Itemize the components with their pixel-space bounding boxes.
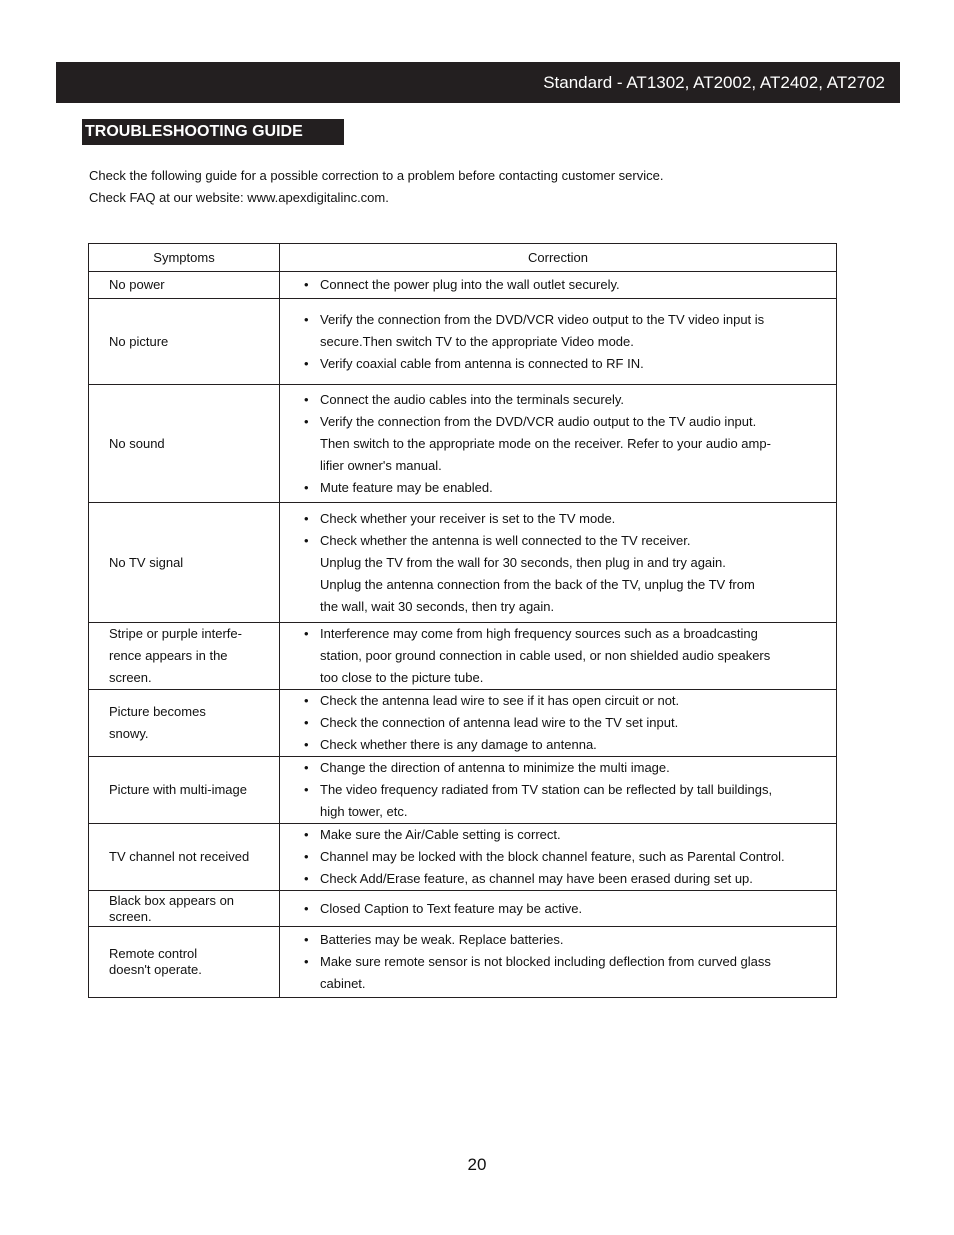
header-bar <box>56 62 900 103</box>
correction-item: high tower, etc. <box>320 804 408 819</box>
correction-item: • Verify the connection from the DVD/VCR video output to the TV video input is <box>320 309 832 331</box>
correction-list <box>320 690 832 756</box>
correction-cell <box>280 757 837 824</box>
correction-item: • Check whether there is any damage to antenna. <box>320 734 832 756</box>
correction-list <box>320 389 832 499</box>
symptom-cell <box>89 757 280 824</box>
symptom-text: Picture with multi-image <box>109 782 247 797</box>
symptom-text: Stripe or purple interfe- <box>109 626 242 641</box>
symptom-text: snowy. <box>109 726 149 741</box>
correction-item: • Verify coaxial cable from antenna is connected to RF IN. <box>320 353 832 375</box>
symptom-text: screen. <box>109 908 152 924</box>
symptom-text: Picture becomes <box>109 704 206 719</box>
correction-cell <box>280 299 837 385</box>
correction-cell <box>280 385 837 503</box>
correction-item: • Verify the connection from the DVD/VCR audio output to the TV audio input. <box>320 411 832 433</box>
correction-item: the wall, wait 30 seconds, then try again. <box>320 598 555 614</box>
correction-cell <box>280 503 837 623</box>
intro-line: Check FAQ at our website: www.apexdigitalinc.com. <box>89 190 389 205</box>
symptom-text: Black box appears on <box>109 892 235 908</box>
correction-item: • Make sure the Air/Cable setting is correct. <box>320 824 832 846</box>
correction-list <box>320 309 832 375</box>
correction-item: secure.Then switch TV to the appropriate Video mode. <box>320 333 634 349</box>
symptom-text: No TV signal <box>109 554 184 570</box>
symptom-cell <box>89 503 280 623</box>
correction-item: • Check the connection of antenna lead wire to the TV set input. <box>320 712 832 734</box>
correction-item: station, poor ground connection in cable used, or non shielded audio speakers <box>320 648 771 663</box>
correction-item: cabinet. <box>320 976 366 991</box>
table-header-row <box>89 244 837 272</box>
symptom-text: No sound <box>109 435 165 451</box>
table-row <box>89 385 837 503</box>
table-row <box>89 927 837 998</box>
symptoms-header: Symptoms <box>89 244 280 272</box>
correction-item: • Make sure remote sensor is not blocked including deflection from curved glass <box>320 951 832 973</box>
correction-list <box>320 824 832 890</box>
symptom-cell <box>89 623 280 690</box>
correction-item: • Change the direction of antenna to minimize the multi image. <box>320 757 832 779</box>
correction-item: • Check whether your receiver is set to the TV mode. <box>320 508 832 530</box>
correction-item: • Batteries may be weak. Replace batteries. <box>320 929 832 951</box>
correction-list <box>320 508 832 618</box>
correction-item: • Check whether the antenna is well connected to the TV receiver. <box>320 530 832 552</box>
symptom-text: No picture <box>109 333 169 349</box>
correction-list <box>320 929 832 995</box>
symptom-text: Remote control <box>109 946 198 961</box>
symptom-cell <box>89 690 280 757</box>
correction-cell <box>280 623 837 690</box>
symptom-text: No power <box>109 277 165 292</box>
troubleshooting-table <box>88 243 837 998</box>
correction-list <box>320 623 832 689</box>
symptom-cell <box>89 824 280 891</box>
header-title: Standard - AT1302, AT2002, AT2402, AT2702 <box>543 73 885 92</box>
correction-item: • Connect the power plug into the wall outlet securely. <box>320 274 832 296</box>
correction-item: • Check Add/Erase feature, as channel may have been erased during set up. <box>320 868 832 890</box>
correction-item: Unplug the TV from the wall for 30 seconds, then plug in and try again. <box>320 554 726 570</box>
correction-item: • Channel may be locked with the block channel feature, such as Parental Control. <box>320 846 832 868</box>
symptom-cell <box>89 299 280 385</box>
symptom-text: TV channel not received <box>109 849 250 864</box>
correction-list <box>320 757 832 823</box>
correction-item: • Closed Caption to Text feature may be active. <box>320 898 832 920</box>
correction-item: • Mute feature may be enabled. <box>320 477 832 499</box>
symptom-cell <box>89 385 280 503</box>
table-row <box>89 824 837 891</box>
table-body <box>89 272 837 998</box>
correction-item: • The video frequency radiated from TV station can be reflected by tall buildings, <box>320 779 832 801</box>
table-row <box>89 891 837 927</box>
correction-cell <box>280 891 837 927</box>
intro-line: Check the following guide for a possible correction to a problem before contacting customer service. <box>89 168 664 183</box>
symptom-cell <box>89 272 280 299</box>
correction-header: Correction <box>280 244 837 272</box>
correction-item: • Connect the audio cables into the terminals securely. <box>320 389 832 411</box>
table-row <box>89 757 837 824</box>
correction-item: too close to the picture tube. <box>320 670 484 685</box>
correction-item: Then switch to the appropriate mode on the receiver. Refer to your audio amp- <box>320 435 771 451</box>
correction-cell <box>280 690 837 757</box>
correction-item: Unplug the antenna connection from the back of the TV, unplug the TV from <box>320 576 755 592</box>
symptom-text: doesn't operate. <box>109 962 202 977</box>
table-row <box>89 272 837 299</box>
section-title: TROUBLESHOOTING GUIDE <box>82 119 344 145</box>
correction-cell <box>280 927 837 998</box>
correction-list <box>320 274 832 296</box>
correction-item: lifier owner's manual. <box>320 457 442 473</box>
correction-item: • Interference may come from high frequency sources such as a broadcasting <box>320 623 832 645</box>
correction-cell <box>280 824 837 891</box>
symptom-text: rence appears in the <box>109 648 228 663</box>
intro-text <box>89 165 663 209</box>
table-row <box>89 623 837 690</box>
correction-cell <box>280 272 837 299</box>
table-row <box>89 299 837 385</box>
symptom-cell <box>89 927 280 998</box>
table-row <box>89 690 837 757</box>
correction-item: • Check the antenna lead wire to see if it has open circuit or not. <box>320 690 832 712</box>
correction-list <box>320 898 832 920</box>
symptom-text: screen. <box>109 670 152 685</box>
page-number: 20 <box>467 1155 487 1174</box>
table-row <box>89 503 837 623</box>
symptom-cell <box>89 891 280 927</box>
